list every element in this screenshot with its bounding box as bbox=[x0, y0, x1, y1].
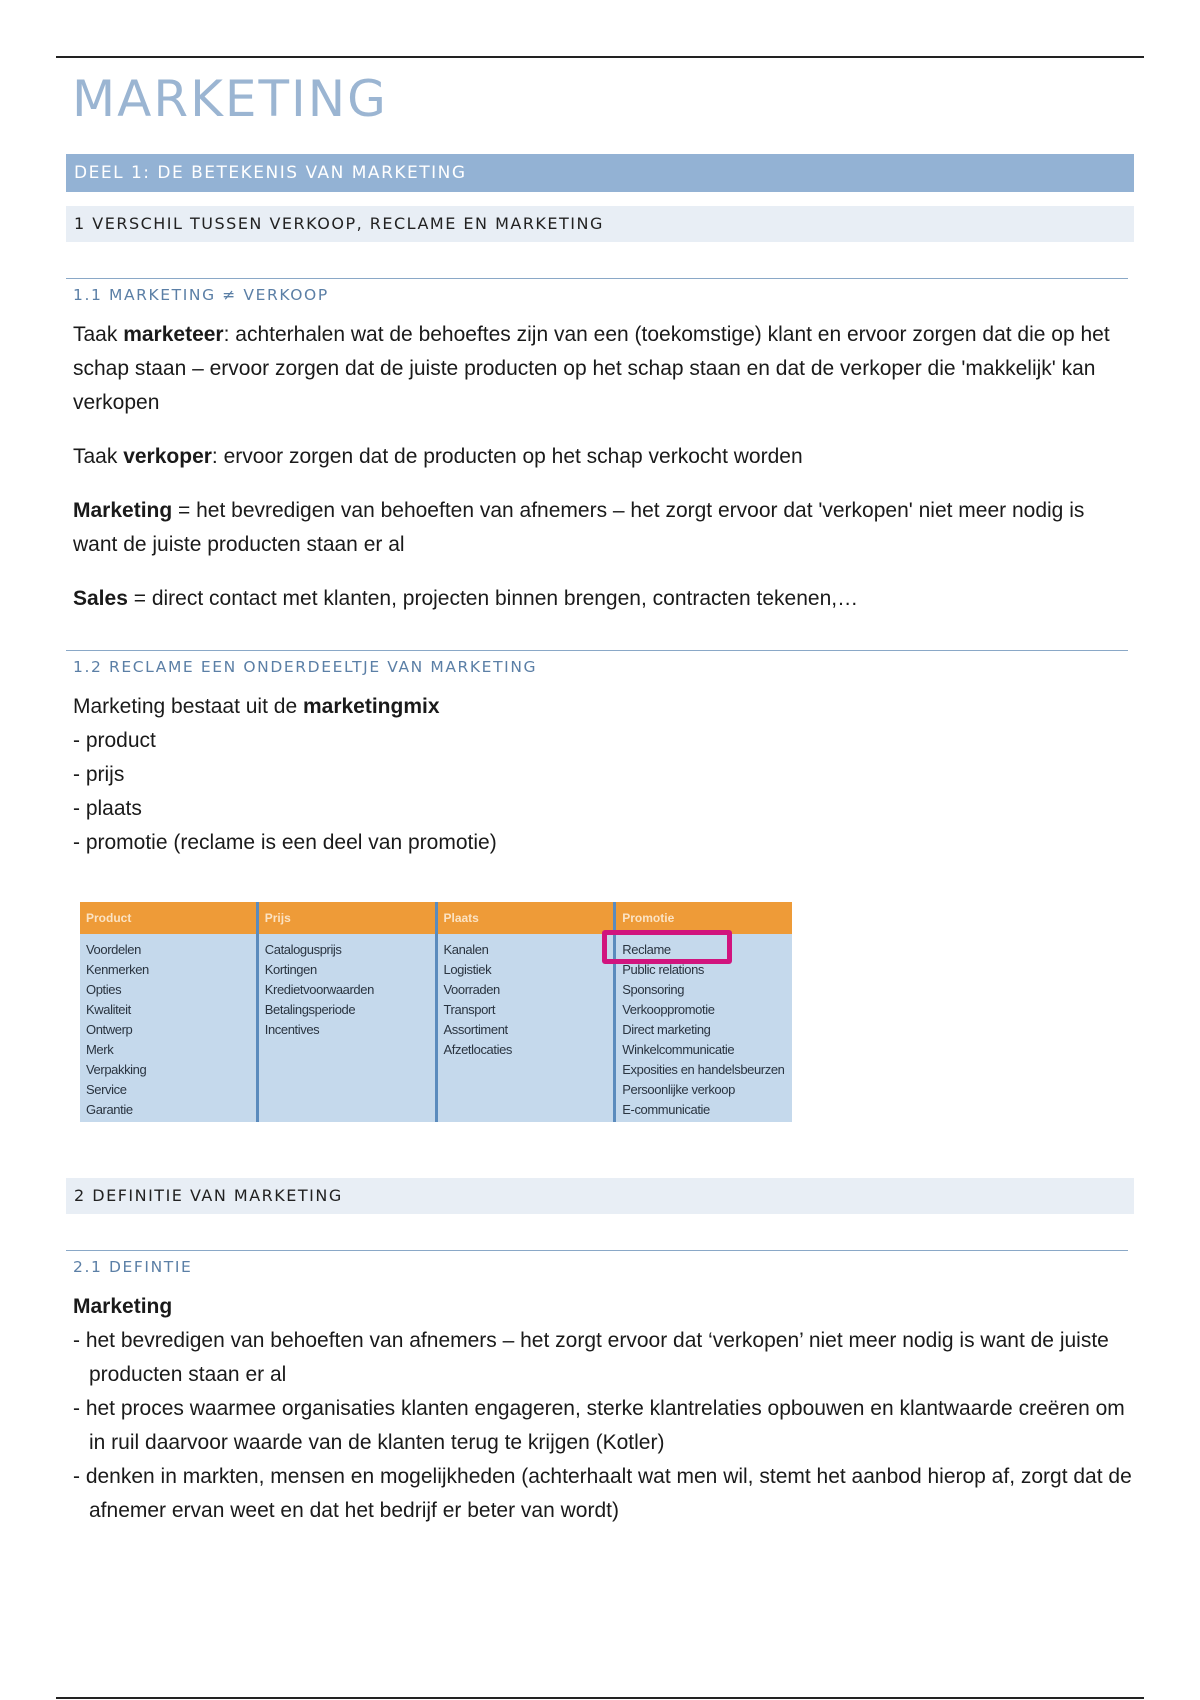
list-item: - plaats bbox=[73, 797, 142, 820]
mix-item: E-communicatie bbox=[622, 1102, 710, 1117]
paragraph-sales: Sales = direct contact met klanten, projecten binnen brengen, contracten tekenen,… bbox=[73, 587, 859, 610]
highlight-box bbox=[602, 930, 732, 964]
marketingmix-list bbox=[73, 690, 1133, 860]
mix-item: Kortingen bbox=[264, 962, 317, 977]
mix-item: Opties bbox=[86, 982, 122, 997]
subsection-1-2-heading: 1.2 RECLAME EEN ONDERDEELTJE VAN MARKETING bbox=[66, 650, 1128, 676]
mix-item: Service bbox=[86, 1082, 127, 1097]
mix-item: Betalingsperiode bbox=[264, 1002, 356, 1017]
mix-item: Kredietvoorwaarden bbox=[264, 982, 374, 997]
mix-item: Kenmerken bbox=[86, 962, 149, 977]
list-item: - denken in markten, mensen en mogelijkheden (achterhaalt wat men wil, stemt het aanbod hierop af, zorgt dat de afnemer ervan weet en dat het bedrijf er beter van wordt) bbox=[73, 1465, 1132, 1522]
mix-item: Voorraden bbox=[443, 982, 500, 997]
term-marketing: Marketing bbox=[73, 499, 173, 522]
part-heading: DEEL 1: DE BETEKENIS VAN MARKETING bbox=[66, 154, 1134, 192]
mix-column-header: Plaats bbox=[438, 902, 614, 934]
term-marketingmix: marketingmix bbox=[302, 695, 440, 718]
mix-item: Incentives bbox=[264, 1022, 320, 1037]
top-rule bbox=[56, 56, 1144, 58]
definition-list bbox=[73, 1290, 1133, 1528]
marketingmix-intro: Marketing bestaat uit de marketingmix bbox=[73, 695, 440, 718]
list-item: - het proces waarmee organisaties klanten engageren, sterke klantrelaties opbouwen en klantwaarde creëren om in ruil daarvoor waarde van de klanten terug te krijgen (Kotler) bbox=[73, 1397, 1125, 1454]
mix-column-header: Product bbox=[80, 902, 256, 934]
mix-item: Exposities en handelsbeurzen bbox=[622, 1062, 785, 1077]
list-item: - product bbox=[73, 729, 156, 752]
mix-item: Transport bbox=[443, 1002, 496, 1017]
mix-item: Afzetlocaties bbox=[443, 1042, 513, 1057]
mix-item: Sponsoring bbox=[622, 982, 685, 997]
term-marketeer: marketeer bbox=[123, 323, 224, 346]
term-marketing-definition: Marketing bbox=[73, 1295, 173, 1318]
subsection-2-1-heading: 2.1 DEFINTIE bbox=[66, 1250, 1128, 1276]
mix-item: Kwaliteit bbox=[86, 1002, 131, 1017]
section-2-heading: 2 DEFINITIE VAN MARKETING bbox=[66, 1178, 1134, 1214]
mix-column-prijs bbox=[259, 902, 438, 1122]
mix-item: Assortiment bbox=[443, 1022, 508, 1037]
paragraph-marketing: Marketing = het bevredigen van behoeften van afnemers – het zorgt ervoor dat 'verkopen' niet meer nodig is want de juiste producten staan er al bbox=[73, 499, 1085, 556]
mix-item: Persoonlijke verkoop bbox=[622, 1082, 735, 1097]
mix-item: Kanalen bbox=[443, 942, 489, 957]
bottom-rule bbox=[56, 1697, 1144, 1699]
paragraph-marketeer: Taak marketeer: achterhalen wat de behoeftes zijn van een (toekomstige) klant en ervoor zorgen dat die op het schap staan – ervoor zorgen dat de juiste producten op het schap staan en dat de verkoper die 'makkelijk' kan verkopen bbox=[73, 323, 1110, 414]
term-sales: Sales bbox=[73, 587, 128, 610]
mix-item: Voordelen bbox=[86, 942, 141, 957]
list-item: - prijs bbox=[73, 763, 125, 786]
mix-item: Verkooppromotie bbox=[622, 1002, 715, 1017]
mix-item: Direct marketing bbox=[622, 1022, 711, 1037]
list-item: - het bevredigen van behoeften van afnemers – het zorgt ervoor dat ‘verkopen’ niet meer nodig is want de juiste producten staan er al bbox=[73, 1329, 1109, 1386]
mix-item-highlighted: Reclame bbox=[622, 942, 671, 957]
mix-item: Verpakking bbox=[86, 1062, 147, 1077]
mix-column-plaats bbox=[438, 902, 617, 1122]
mix-item: Ontwerp bbox=[86, 1022, 133, 1037]
document-title: MARKETING bbox=[72, 70, 388, 128]
list-item: - promotie (reclame is een deel van promotie) bbox=[73, 831, 497, 854]
mix-item: Catalogusprijs bbox=[264, 942, 342, 957]
mix-item: Public relations bbox=[622, 962, 705, 977]
paragraph-verkoper: Taak verkoper: ervoor zorgen dat de producten op het schap verkocht worden bbox=[73, 445, 803, 468]
section-1-heading: 1 VERSCHIL TUSSEN VERKOOP, RECLAME EN MARKETING bbox=[66, 206, 1134, 242]
mix-item: Merk bbox=[86, 1042, 114, 1057]
mix-item: Logistiek bbox=[443, 962, 492, 977]
mix-column-header: Promotie bbox=[616, 902, 792, 934]
mix-column-product bbox=[80, 902, 259, 1122]
term-verkoper: verkoper bbox=[123, 445, 212, 468]
mix-item: Winkelcommunicatie bbox=[622, 1042, 735, 1057]
mix-item: Garantie bbox=[86, 1102, 133, 1117]
mix-column-header: Prijs bbox=[259, 902, 435, 934]
subsection-1-1-heading: 1.1 MARKETING ≠ VERKOOP bbox=[66, 278, 1128, 304]
